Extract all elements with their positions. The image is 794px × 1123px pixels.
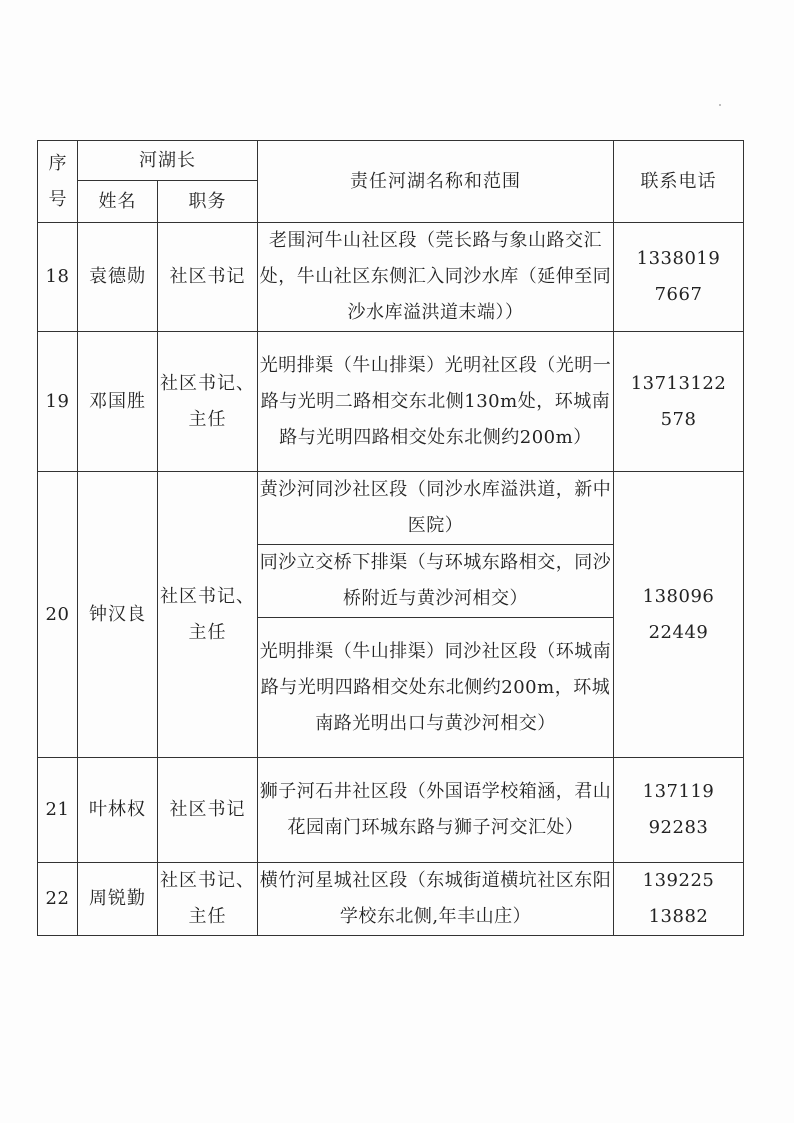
table-row [38,472,744,545]
chief-role [158,332,258,472]
river-chief-header: 河湖长 [78,141,258,181]
role-line: 社区书记、 [160,372,255,394]
role-line: 社区书记 [169,799,246,820]
river-range: 狮子河石井社区段（外国语学校箱涵，君山花园南门环城东路与狮子河交汇处） [258,758,614,863]
phone-line: 22449 [648,621,709,643]
row-number: 22 [38,863,78,936]
phone-line: 13882 [648,906,709,927]
role-line: 主任 [188,906,227,927]
contact-phone [614,223,744,332]
role-line: 社区书记 [169,266,246,287]
river-range: 黄沙河同沙社区段（同沙水库溢洪道，新中医院） [258,472,614,545]
contact-phone [614,758,744,863]
contact-phone [614,472,744,758]
range-header: 责任河湖名称和范围 [258,141,614,223]
row-number: 21 [38,758,78,863]
phone-line: 13713122 [630,372,727,394]
contact-phone [614,863,744,936]
river-range: 同沙立交桥下排渠（与环城东路相交，同沙桥附近与黄沙河相交） [258,545,614,618]
phone-line: 137119 [642,781,715,802]
phone-line: 92283 [648,817,709,838]
row-number: 20 [38,472,78,758]
phone-line: 139225 [642,870,715,891]
row-number: 18 [38,223,78,332]
role-line: 主任 [188,408,227,430]
header-row-1 [38,141,744,181]
scan-speck [719,104,721,106]
table-row [38,223,744,332]
phone-line: 1338019 [636,248,721,269]
contact-phone [614,332,744,472]
phone-line: 578 [660,408,697,430]
chief-role [158,863,258,936]
river-range: 老围河牛山社区段（莞长路与象山路交汇处，牛山社区东侧汇入同沙水库（延伸至同沙水库溢洪道末端）） [258,223,614,332]
row-number: 19 [38,332,78,472]
seq-header-char-2: 号 [48,188,67,210]
seq-header [38,141,78,223]
chief-name: 邓国胜 [78,332,158,472]
chief-name: 钟汉良 [78,472,158,758]
role-line: 主任 [188,621,227,643]
table-row [38,758,744,863]
phone-line: 138096 [642,585,715,607]
chief-name: 叶林权 [78,758,158,863]
river-range: 横竹河星城社区段（东城街道横坑社区东阳学校东北侧,年丰山庄） [258,863,614,936]
phone-header: 联系电话 [614,141,744,223]
river-range: 光明排渠（牛山排渠）光明社区段（光明一路与光明二路相交东北侧130m处，环城南路与光明四路相交处东北侧约200m） [258,332,614,472]
river-range: 光明排渠（牛山排渠）同沙社区段（环城南路与光明四路相交处东北侧约200m，环城南路光明出口与黄沙河相交） [258,618,614,758]
name-header: 姓名 [78,181,158,223]
chief-role [158,472,258,758]
phone-line: 7667 [654,284,703,305]
seq-header-char-1: 序 [48,152,67,174]
chief-name: 袁德勋 [78,223,158,332]
role-line: 社区书记、 [160,870,255,891]
chief-name: 周锐勤 [78,863,158,936]
table-row [38,863,744,936]
role-line: 社区书记、 [160,585,255,607]
chief-role [158,223,258,332]
river-chief-table [37,140,744,936]
chief-role [158,758,258,863]
table-row [38,332,744,472]
position-header: 职务 [158,181,258,223]
